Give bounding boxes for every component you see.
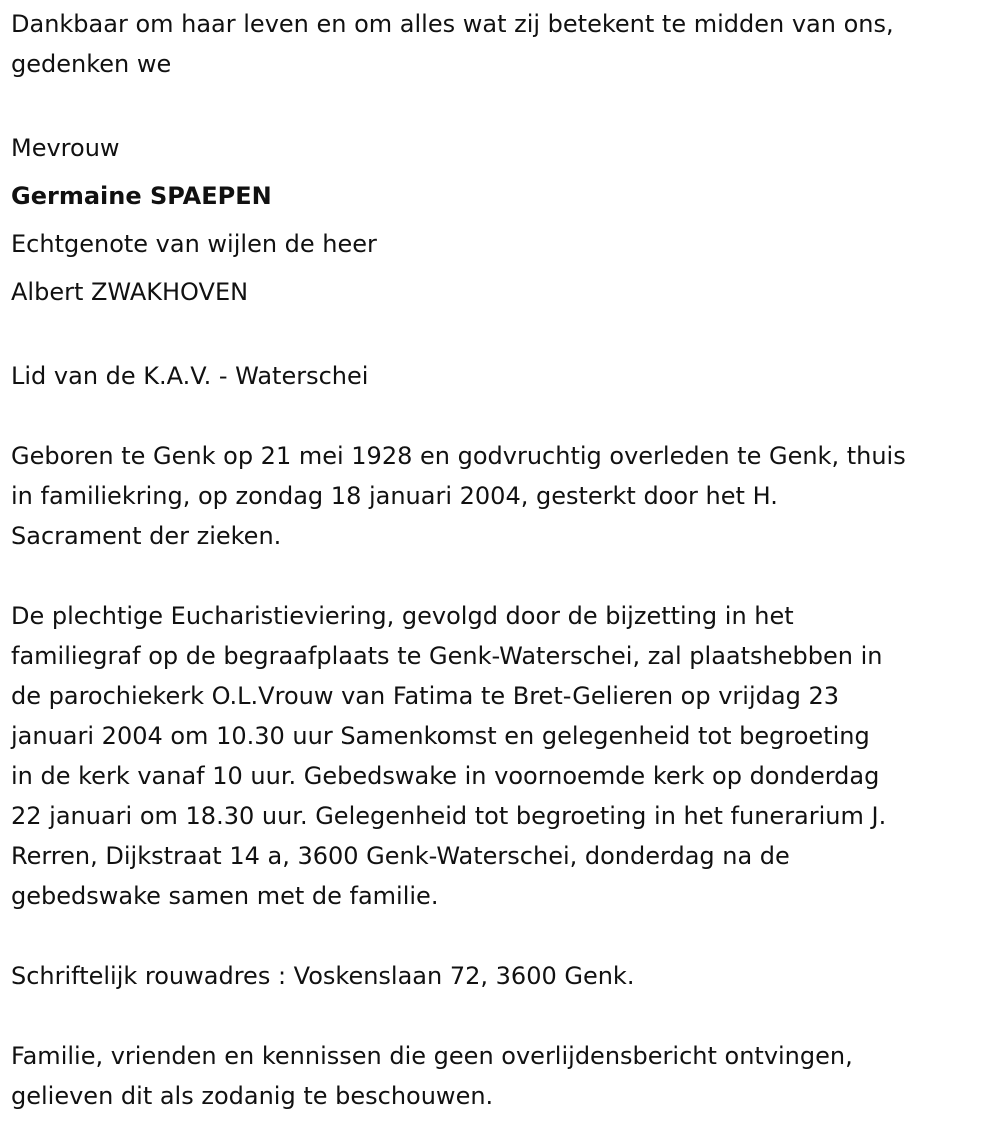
title-mevrouw: Mevrouw: [11, 134, 120, 162]
spacer: [11, 84, 991, 124]
deceased-name: Germaine SPAEPEN: [11, 182, 272, 210]
relation-line: Echtgenote van wijlen de heer: [11, 230, 377, 258]
ceremony-paragraph: De plechtige Eucharistieviering, gevolgd door de bijzetting in het familiegraf op de begraafplaats te Genk-Waterschei, zal plaatshebben in de parochiekerk O.L.Vrouw van Fatima te Bret-Gelieren op vrijdag 23 januari 2004 om 10.30 uur Samenkomst en gelegenheid tot begroeting in de kerk vanaf 10 uur. Gebedswake in voornoemde kerk op donderdag 22 januari om 18.30 uur. Gelegenheid tot begroeting in het funerarium J. Rerren, Dijkstraat 14 a, 3600 Genk-Waterschei, donderdag na de gebedswake samen met de familie.: [11, 602, 887, 910]
spacer: [11, 556, 991, 596]
obituary-document: [11, 4, 991, 1116]
birth-death-paragraph: Geboren te Genk op 21 mei 1928 en godvruchtig overleden te Genk, thuis in familiekring, op zondag 18 januari 2004, gesterkt door het H. Sacrament der zieken.: [11, 442, 906, 550]
intro-paragraph: Dankbaar om haar leven en om alles wat zij betekent te midden van ons, gedenken we: [11, 10, 894, 78]
spacer: [11, 916, 991, 956]
spouse-name: Albert ZWAKHOVEN: [11, 278, 249, 306]
spacer: [11, 996, 991, 1036]
mourning-address: Schriftelijk rouwadres : Voskenslaan 72, 3600 Genk.: [11, 962, 635, 990]
closing-paragraph: Familie, vrienden en kennissen die geen overlijdensbericht ontvingen, gelieven dit als zodanig te beschouwen.: [11, 1042, 853, 1110]
spacer: [11, 396, 991, 436]
membership-line: Lid van de K.A.V. - Waterschei: [11, 362, 369, 390]
spacer: [11, 316, 991, 356]
